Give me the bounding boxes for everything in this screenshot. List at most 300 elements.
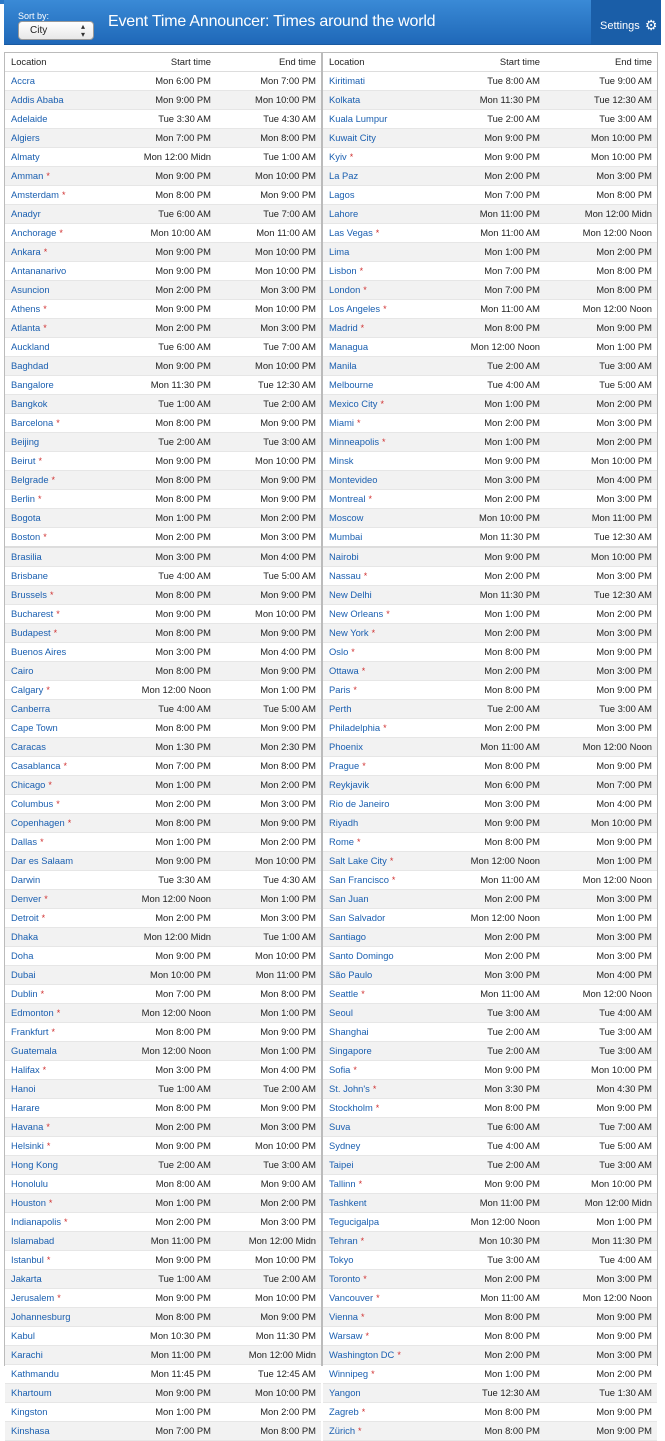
end-time-cell: Mon 8:00 PM (596, 265, 652, 276)
start-time-cell: Mon 11:00 AM (480, 988, 540, 999)
start-time-cell: Mon 2:00 PM (484, 950, 540, 961)
city-link[interactable]: San Francisco (329, 874, 389, 885)
city-link[interactable]: Hanoi (11, 1083, 36, 1094)
city-link[interactable]: Jerusalem (11, 1292, 55, 1303)
end-time-cell: Mon 9:00 PM (260, 817, 316, 828)
start-time-cell: Tue 6:00 AM (158, 208, 211, 219)
location-cell (323, 1403, 445, 1421)
city-link[interactable]: Oslo (329, 646, 349, 657)
table-header (323, 53, 657, 72)
city-link[interactable]: São Paulo (329, 969, 373, 980)
city-link[interactable]: Accra (11, 75, 35, 86)
end-time-cell: Mon 2:00 PM (596, 398, 652, 409)
start-time-cell: Mon 10:00 PM (479, 512, 540, 523)
city-link[interactable]: Bucharest (11, 608, 54, 619)
table-row (5, 1118, 321, 1137)
city-link[interactable]: Jakarta (11, 1273, 42, 1284)
table-row (323, 1175, 657, 1194)
city-link[interactable]: Asuncion (11, 284, 50, 295)
end-time-cell: Mon 3:00 PM (596, 665, 652, 676)
city-link[interactable]: Tegucigalpa (329, 1216, 380, 1227)
city-link[interactable]: Paris (329, 684, 351, 695)
table-row (5, 757, 321, 776)
city-link[interactable]: Yangon (329, 1387, 361, 1398)
table-row (323, 357, 657, 376)
end-time-cell: Mon 4:00 PM (596, 798, 652, 809)
city-link[interactable]: Harare (11, 1102, 40, 1113)
city-link[interactable]: Baghdad (11, 360, 49, 371)
city-link[interactable]: Houston (11, 1197, 46, 1208)
table-row (323, 1232, 657, 1251)
location-cell (5, 871, 109, 889)
location-cell (323, 1232, 445, 1250)
end-time-cell: Mon 10:00 PM (255, 265, 316, 276)
city-link[interactable]: La Paz (329, 170, 359, 181)
table-row (5, 129, 321, 148)
location-cell (5, 1327, 109, 1345)
table-row (323, 129, 657, 148)
city-link[interactable]: Melbourne (329, 379, 374, 390)
end-time-cell: Tue 3:00 AM (599, 360, 652, 371)
end-time-cell: Tue 9:00 AM (599, 75, 652, 86)
city-link[interactable]: Edmonton (11, 1007, 54, 1018)
city-link[interactable]: London (329, 284, 361, 295)
start-time-cell: Mon 2:00 PM (155, 798, 211, 809)
start-time-cell: Mon 8:00 PM (484, 1425, 540, 1436)
table-row (5, 1023, 321, 1042)
city-link[interactable]: Managua (329, 341, 369, 352)
city-link[interactable]: Antananarivo (11, 265, 67, 276)
city-link[interactable]: Shanghai (329, 1026, 369, 1037)
end-time-cell: Mon 10:00 PM (255, 950, 316, 961)
location-cell (5, 662, 109, 680)
city-link[interactable]: Perth (329, 703, 352, 714)
end-time-cell: Mon 10:00 PM (255, 1387, 316, 1398)
city-link[interactable]: Los Angeles (329, 303, 381, 314)
city-link[interactable]: Zagreb (329, 1406, 359, 1417)
end-time-cell: Mon 12:00 Midn (584, 1197, 652, 1208)
end-time-cell: Mon 4:00 PM (596, 969, 652, 980)
start-time-cell: Mon 7:00 PM (484, 265, 540, 276)
city-link[interactable]: Dublin (11, 988, 38, 999)
city-link[interactable]: Anadyr (11, 208, 41, 219)
city-link[interactable]: Columbus (11, 798, 54, 809)
city-link[interactable]: Anchorage (11, 227, 57, 238)
location-cell (323, 643, 445, 661)
city-link[interactable]: Auckland (11, 341, 50, 352)
location-cell (5, 700, 109, 718)
city-link[interactable]: Frankfurt (11, 1026, 49, 1037)
city-link[interactable]: Karachi (11, 1349, 43, 1360)
city-link[interactable]: Bangkok (11, 398, 48, 409)
end-time-cell: Mon 10:00 PM (591, 1064, 652, 1075)
table-row (323, 224, 657, 243)
end-time-cell: Mon 9:00 PM (260, 474, 316, 485)
end-time-cell: Mon 10:00 PM (255, 246, 316, 257)
city-link[interactable]: Rio de Janeiro (329, 798, 390, 809)
location-cell (323, 1365, 445, 1383)
city-link[interactable]: Beirut (11, 455, 36, 466)
city-link[interactable]: Bogota (11, 512, 41, 523)
location-cell (5, 471, 109, 489)
dst-marker: * (383, 304, 387, 314)
start-time-cell: Mon 8:00 PM (155, 722, 211, 733)
city-link[interactable]: San Juan (329, 893, 369, 904)
dst-marker: * (43, 323, 47, 333)
table-row (5, 966, 321, 985)
city-link[interactable]: Taipei (329, 1159, 354, 1170)
table-row (323, 1004, 657, 1023)
end-time-cell: Mon 3:00 PM (260, 322, 316, 333)
end-time-cell: Mon 4:00 PM (260, 646, 316, 657)
column-header-end: End time (279, 56, 316, 67)
start-time-cell: Mon 1:00 PM (484, 1368, 540, 1379)
city-link[interactable]: Honolulu (11, 1178, 49, 1189)
dst-marker: * (363, 285, 367, 295)
city-link[interactable]: San Salvador (329, 912, 386, 923)
city-link[interactable]: Addis Ababa (11, 94, 64, 105)
city-link[interactable]: St. John's (329, 1083, 370, 1094)
city-link[interactable]: Mumbai (329, 531, 363, 542)
location-cell (323, 1023, 445, 1041)
start-time-cell: Mon 11:45 PM (150, 1368, 211, 1379)
end-time-cell: Mon 1:00 PM (596, 855, 652, 866)
end-time-cell: Mon 8:00 PM (260, 988, 316, 999)
dst-marker: * (389, 856, 394, 866)
city-link[interactable]: Boston (11, 531, 41, 542)
start-time-cell: Tue 1:00 AM (158, 1083, 211, 1094)
city-link[interactable]: Calgary (11, 684, 44, 695)
location-cell (5, 719, 109, 737)
city-link[interactable]: Vancouver (329, 1292, 374, 1303)
table-row (323, 167, 657, 186)
city-link[interactable]: Tehran (329, 1235, 358, 1246)
city-link[interactable]: Seattle (329, 988, 359, 999)
city-link[interactable]: Indianapolis (11, 1216, 62, 1227)
start-time-cell: Mon 12:00 Noon (141, 1007, 211, 1018)
location-cell (323, 357, 445, 375)
city-link[interactable]: Dar es Salaam (11, 855, 74, 866)
city-link[interactable]: Amsterdam (11, 189, 59, 200)
location-cell (5, 966, 109, 984)
dst-marker: * (351, 647, 355, 657)
city-link[interactable]: Miami (329, 417, 354, 428)
table-row (323, 1422, 657, 1441)
city-link[interactable]: Minsk (329, 455, 354, 466)
end-time-cell: Mon 4:00 PM (260, 1064, 316, 1075)
table-row (323, 1213, 657, 1232)
city-link[interactable]: Brisbane (11, 570, 49, 581)
city-link[interactable]: Ankara (11, 246, 41, 257)
city-link[interactable]: Kingston (11, 1406, 48, 1417)
start-time-cell: Mon 9:00 PM (484, 1178, 540, 1189)
city-link[interactable]: New Delhi (329, 589, 372, 600)
location-cell (5, 1004, 109, 1022)
city-link[interactable]: Brasilia (11, 551, 42, 562)
city-link[interactable]: Las Vegas (329, 227, 373, 238)
city-link[interactable]: Montreal (329, 493, 366, 504)
city-link[interactable]: New York (329, 627, 369, 638)
city-link[interactable]: Tashkent (329, 1197, 367, 1208)
city-link[interactable]: Brussels (11, 589, 47, 600)
end-time-cell: Mon 8:00 PM (260, 132, 316, 143)
start-time-cell: Mon 3:00 PM (155, 646, 211, 657)
dst-marker: * (46, 1255, 51, 1265)
city-link[interactable]: Halifax (11, 1064, 40, 1075)
city-link[interactable]: Lahore (329, 208, 359, 219)
table-row (323, 1061, 657, 1080)
app-header (4, 0, 661, 45)
start-time-cell: Mon 8:00 PM (484, 646, 540, 657)
city-link[interactable]: Philadelphia (329, 722, 381, 733)
location-cell (5, 1289, 109, 1307)
city-link[interactable]: Manila (329, 360, 357, 371)
city-link[interactable]: Madrid (329, 322, 358, 333)
end-time-cell: Tue 2:00 AM (263, 1273, 316, 1284)
city-link[interactable]: Tokyo (329, 1254, 354, 1265)
location-cell (5, 1137, 109, 1155)
city-link[interactable]: Vienna (329, 1311, 359, 1322)
start-time-cell: Mon 2:00 PM (155, 1216, 211, 1227)
city-link[interactable]: Kuala Lumpur (329, 113, 388, 124)
start-time-cell: Mon 12:00 Noon (141, 684, 211, 695)
start-time-cell: Mon 9:00 PM (155, 94, 211, 105)
start-time-cell: Mon 11:00 PM (479, 1197, 540, 1208)
table-row (5, 1422, 321, 1441)
location-cell (5, 1384, 109, 1402)
city-link[interactable]: Lisbon (329, 265, 357, 276)
end-time-cell: Mon 4:30 PM (596, 1083, 652, 1094)
city-link[interactable]: Minneapolis (329, 436, 380, 447)
end-time-cell: Mon 3:00 PM (596, 1349, 652, 1360)
end-time-cell: Mon 8:00 PM (260, 760, 316, 771)
start-time-cell: Mon 9:00 PM (155, 265, 211, 276)
city-link[interactable]: Atlanta (11, 322, 41, 333)
table-row (5, 243, 321, 262)
city-link[interactable]: Istanbul (11, 1254, 44, 1265)
city-link[interactable]: Suva (329, 1121, 351, 1132)
city-link[interactable]: Prague (329, 760, 360, 771)
start-time-cell: Tue 6:00 AM (487, 1121, 540, 1132)
location-cell (323, 567, 445, 585)
start-time-cell: Mon 10:30 PM (150, 1330, 211, 1341)
city-link[interactable]: Singapore (329, 1045, 372, 1056)
city-link[interactable]: Detroit (11, 912, 39, 923)
city-link[interactable]: Seoul (329, 1007, 353, 1018)
city-link[interactable]: Darwin (11, 874, 41, 885)
city-link[interactable]: Almaty (11, 151, 40, 162)
city-link[interactable]: Sydney (329, 1140, 361, 1151)
city-link[interactable]: Ottawa (329, 665, 359, 676)
city-link[interactable]: Sofia (329, 1064, 351, 1075)
city-link[interactable]: Chicago (11, 779, 46, 790)
column-header-start: Start time (170, 56, 211, 67)
table-row (5, 1308, 321, 1327)
location-cell (323, 814, 445, 832)
table-row (5, 1156, 321, 1175)
city-link[interactable]: Zürich (329, 1425, 356, 1436)
end-time-cell: Mon 10:00 PM (591, 132, 652, 143)
settings-button[interactable] (591, 0, 661, 44)
dst-marker: * (362, 761, 366, 771)
end-time-cell: Tue 2:00 AM (263, 398, 316, 409)
times-table-right (322, 53, 658, 1436)
city-link[interactable]: Lagos (329, 189, 355, 200)
city-link[interactable]: Dhaka (11, 931, 39, 942)
dst-marker: * (360, 1236, 365, 1246)
city-link[interactable]: Phoenix (329, 741, 363, 752)
city-link[interactable]: Kolkata (329, 94, 361, 105)
city-link[interactable]: Denver (11, 893, 42, 904)
city-link[interactable]: Belgrade (11, 474, 49, 485)
table-row (5, 91, 321, 110)
city-link[interactable]: Khartoum (11, 1387, 52, 1398)
location-cell (5, 928, 109, 946)
dst-marker: * (48, 1198, 53, 1208)
location-cell (323, 928, 445, 946)
city-link[interactable]: Nairobi (329, 551, 359, 562)
city-link[interactable]: Beijing (11, 436, 40, 447)
start-time-cell: Tue 3:00 AM (487, 1254, 540, 1265)
city-link[interactable]: Barcelona (11, 417, 54, 428)
city-link[interactable]: Johannesburg (11, 1311, 71, 1322)
city-link[interactable]: Montevideo (329, 474, 378, 485)
city-link[interactable]: Adelaide (11, 113, 48, 124)
city-link[interactable]: Hong Kong (11, 1159, 58, 1170)
sort-select[interactable] (18, 21, 94, 40)
city-link[interactable]: Riyadh (329, 817, 359, 828)
start-time-cell: Mon 8:00 PM (155, 189, 211, 200)
end-time-cell: Mon 9:00 PM (596, 1406, 652, 1417)
dst-marker: * (371, 628, 376, 638)
times-table-left (4, 53, 322, 1436)
end-time-cell: Tue 12:30 AM (593, 94, 652, 105)
table-row (323, 91, 657, 110)
city-link[interactable]: Dallas (11, 836, 38, 847)
city-link[interactable]: Moscow (329, 512, 364, 523)
city-link[interactable]: Santiago (329, 931, 367, 942)
city-link[interactable]: Kuwait City (329, 132, 376, 143)
location-cell (323, 1004, 445, 1022)
city-link[interactable]: Salt Lake City (329, 855, 387, 866)
city-link[interactable]: Nassau (329, 570, 361, 581)
city-link[interactable]: Copenhagen (11, 817, 65, 828)
location-cell (5, 1023, 109, 1041)
location-cell (323, 243, 445, 261)
start-time-cell: Tue 2:00 AM (487, 1045, 540, 1056)
city-link[interactable]: Doha (11, 950, 34, 961)
end-time-cell: Mon 8:00 PM (596, 189, 652, 200)
start-time-cell: Mon 9:00 PM (484, 132, 540, 143)
city-link[interactable]: Bangalore (11, 379, 54, 390)
end-time-cell: Mon 9:00 PM (260, 665, 316, 676)
city-link[interactable]: Washington DC (329, 1349, 395, 1360)
start-time-cell: Mon 7:00 PM (155, 988, 211, 999)
end-time-cell: Mon 12:00 Noon (582, 988, 652, 999)
table-row (5, 586, 321, 605)
city-link[interactable]: Kathmandu (11, 1368, 59, 1379)
city-link[interactable]: Helsinki (11, 1140, 44, 1151)
location-cell (5, 281, 109, 299)
city-link[interactable]: Kyiv (329, 151, 347, 162)
start-time-cell: Mon 1:00 PM (484, 398, 540, 409)
city-link[interactable]: Cape Town (11, 722, 58, 733)
table-row (5, 1061, 321, 1080)
city-link[interactable]: Islamabad (11, 1235, 55, 1246)
city-link[interactable]: Lima (329, 246, 350, 257)
table-row (323, 795, 657, 814)
city-link[interactable]: Budapest (11, 627, 51, 638)
table-row (5, 338, 321, 357)
city-link[interactable]: Canberra (11, 703, 51, 714)
city-link[interactable]: Algiers (11, 132, 40, 143)
start-time-cell: Mon 1:00 PM (484, 608, 540, 619)
city-link[interactable]: Kabul (11, 1330, 35, 1341)
table-row (5, 738, 321, 757)
city-link[interactable]: Athens (11, 303, 41, 314)
end-time-cell: Mon 10:00 PM (255, 1140, 316, 1151)
city-link[interactable]: Winnipeg (329, 1368, 369, 1379)
start-time-cell: Mon 2:00 PM (484, 570, 540, 581)
start-time-cell: Mon 3:00 PM (484, 969, 540, 980)
city-link[interactable]: Cairo (11, 665, 34, 676)
location-cell (5, 567, 109, 585)
location-cell (5, 1213, 109, 1231)
start-time-cell: Mon 7:00 PM (155, 132, 211, 143)
city-link[interactable]: Mexico City (329, 398, 378, 409)
city-link[interactable]: Dubai (11, 969, 36, 980)
table-row (5, 452, 321, 471)
city-link[interactable]: Reykjavik (329, 779, 370, 790)
city-link[interactable]: Warsaw (329, 1330, 363, 1341)
table-row (5, 1232, 321, 1251)
start-time-cell: Mon 11:30 PM (150, 379, 211, 390)
start-time-cell: Mon 2:00 PM (155, 912, 211, 923)
start-time-cell: Mon 12:00 Noon (470, 912, 540, 923)
end-time-cell: Mon 12:00 Noon (582, 741, 652, 752)
end-time-cell: Mon 3:00 PM (260, 1216, 316, 1227)
city-link[interactable]: Rome (329, 836, 355, 847)
city-link[interactable]: Guatemala (11, 1045, 57, 1056)
city-link[interactable]: Buenos Aires (11, 646, 67, 657)
city-link[interactable]: Havana (11, 1121, 44, 1132)
city-link[interactable]: Kiritimati (329, 75, 365, 86)
dst-marker: * (44, 894, 48, 904)
start-time-cell: Tue 12:30 AM (481, 1387, 540, 1398)
location-cell (323, 700, 445, 718)
start-time-cell: Mon 12:00 Noon (141, 1045, 211, 1056)
city-link[interactable]: Kinshasa (11, 1425, 50, 1436)
table-row (323, 738, 657, 757)
table-row (5, 1289, 321, 1308)
location-cell (5, 186, 109, 204)
city-link[interactable]: Caracas (11, 741, 46, 752)
city-link[interactable]: Stockholm (329, 1102, 373, 1113)
city-link[interactable]: Casablanca (11, 760, 61, 771)
city-link[interactable]: Berlin (11, 493, 35, 504)
table-row (323, 586, 657, 605)
city-link[interactable]: Toronto (329, 1273, 361, 1284)
start-time-cell: Mon 8:00 PM (155, 817, 211, 828)
location-cell (5, 1308, 109, 1326)
location-cell (323, 376, 445, 394)
city-link[interactable]: Santo Domingo (329, 950, 394, 961)
city-link[interactable]: New Orleans (329, 608, 384, 619)
table-row (323, 471, 657, 490)
end-time-cell: Mon 11:00 PM (591, 512, 652, 523)
city-link[interactable]: Amman (11, 170, 44, 181)
city-link[interactable]: Tallinn (329, 1178, 356, 1189)
